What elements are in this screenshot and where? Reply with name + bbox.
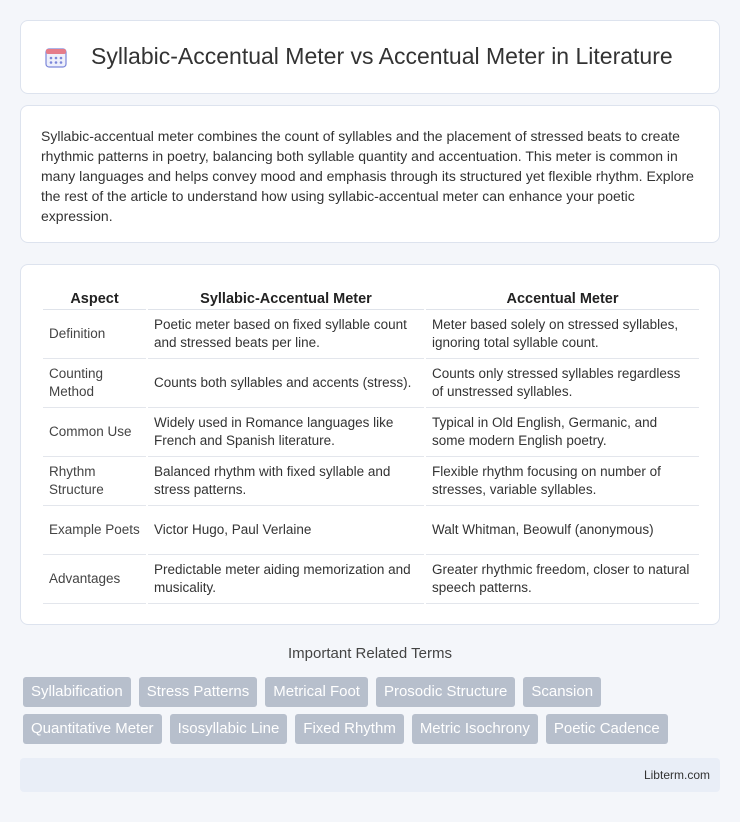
row-accentual: Counts only stressed syllables regardless of unstressed syllables. xyxy=(425,358,699,407)
row-aspect: Rhythm Structure xyxy=(43,456,147,505)
table-row xyxy=(43,505,699,554)
comparison-card xyxy=(20,264,720,625)
related-terms xyxy=(23,677,723,751)
row-syllabic-accentual: Counts both syllables and accents (stress). xyxy=(147,358,425,407)
row-accentual: Typical in Old English, Germanic, and some modern English poetry. xyxy=(425,407,699,456)
table-row xyxy=(43,554,699,603)
row-syllabic-accentual: Poetic meter based on fixed syllable count and stressed beats per line. xyxy=(147,309,425,358)
row-aspect: Advantages xyxy=(43,554,147,603)
table-row xyxy=(43,309,699,358)
row-syllabic-accentual: Widely used in Romance languages like French and Spanish literature. xyxy=(147,407,425,456)
comparison-table xyxy=(43,285,699,604)
tag-row xyxy=(23,677,723,707)
header-accentual: Accentual Meter xyxy=(425,285,699,309)
tag-metrical-foot[interactable]: Metrical Foot xyxy=(265,677,368,707)
header-syllabic-accentual: Syllabic-Accentual Meter xyxy=(147,285,425,309)
row-aspect: Common Use xyxy=(43,407,147,456)
intro-card xyxy=(20,105,720,243)
row-syllabic-accentual: Balanced rhythm with fixed syllable and stress patterns. xyxy=(147,456,425,505)
intro-paragraph: Syllabic-accentual meter combines the count of syllables and the placement of stressed beats to create rhythmic patterns in poetry, balancing both syllable quantity and accentuation. This meter is common in many languages and helps convey mood and emphasis through its structured yet flexible rhythm. Explore the rest of the article to understand how using syllabic-accentual meter can enhance your poetic expression. xyxy=(41,128,694,224)
tag-row xyxy=(23,714,723,744)
page-title: Syllabic-Accentual Meter vs Accentual Meter in Literature xyxy=(91,43,673,69)
row-accentual: Meter based solely on stressed syllables, ignoring total syllable count. xyxy=(425,309,699,358)
tag-prosodic-structure[interactable]: Prosodic Structure xyxy=(376,677,515,707)
tag-fixed-rhythm[interactable]: Fixed Rhythm xyxy=(295,714,404,744)
row-accentual: Greater rhythmic freedom, closer to natural speech patterns. xyxy=(425,554,699,603)
row-accentual: Flexible rhythm focusing on number of stresses, variable syllables. xyxy=(425,456,699,505)
footer-brand[interactable]: Libterm.com xyxy=(643,768,710,782)
tag-syllabification[interactable]: Syllabification xyxy=(23,677,131,707)
table-row xyxy=(43,456,699,505)
row-syllabic-accentual: Predictable meter aiding memorization and musicality. xyxy=(147,554,425,603)
table-header-row xyxy=(43,285,699,309)
calendar-icon xyxy=(45,46,67,68)
tag-isosyllabic-line[interactable]: Isosyllabic Line xyxy=(170,714,288,744)
table-row xyxy=(43,358,699,407)
row-aspect: Example Poets xyxy=(43,505,147,554)
row-syllabic-accentual: Victor Hugo, Paul Verlaine xyxy=(147,505,425,554)
tag-quantitative-meter[interactable]: Quantitative Meter xyxy=(23,714,162,744)
row-aspect: Definition xyxy=(43,309,147,358)
row-accentual: Walt Whitman, Beowulf (anonymous) xyxy=(425,505,699,554)
related-terms-title: Important Related Terms xyxy=(288,645,452,662)
tag-poetic-cadence[interactable]: Poetic Cadence xyxy=(546,714,668,744)
row-aspect: Counting Method xyxy=(43,358,147,407)
header-aspect: Aspect xyxy=(43,285,147,309)
table-row xyxy=(43,407,699,456)
tag-metric-isochrony[interactable]: Metric Isochrony xyxy=(412,714,538,744)
tag-stress-patterns[interactable]: Stress Patterns xyxy=(139,677,258,707)
footer xyxy=(20,758,720,792)
header-card xyxy=(20,20,720,94)
tag-scansion[interactable]: Scansion xyxy=(523,677,601,707)
